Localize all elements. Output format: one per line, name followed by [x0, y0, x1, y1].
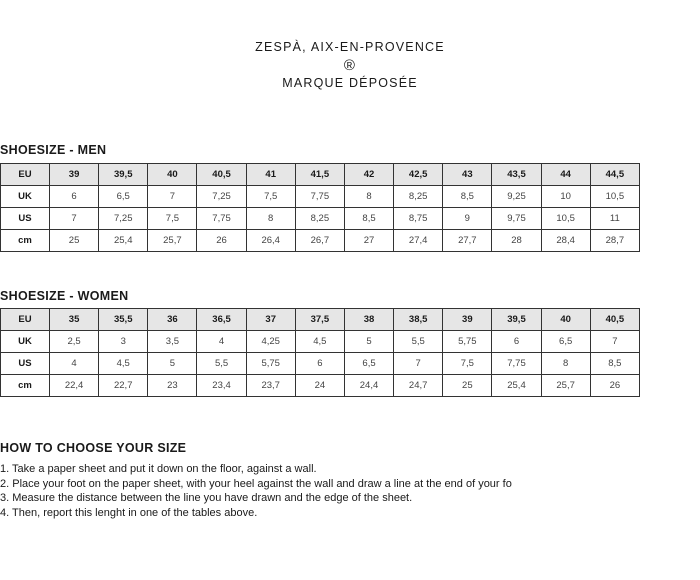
table-cell: 41 — [246, 164, 295, 186]
table-cell: 38,5 — [394, 309, 443, 331]
table-cell: 4 — [197, 331, 246, 353]
table-cell: 27,4 — [394, 230, 443, 252]
row-label: UK — [1, 331, 50, 353]
table-cell: 7,75 — [197, 208, 246, 230]
table-cell: 7 — [394, 353, 443, 375]
table-cell: 23 — [148, 375, 197, 397]
table-cell: 44,5 — [590, 164, 639, 186]
table-cell: 3,5 — [148, 331, 197, 353]
women-size-table — [0, 308, 640, 397]
table-cell: 40 — [541, 309, 590, 331]
men-size-title: SHOESIZE - MEN — [0, 143, 107, 157]
registered-symbol: ® — [343, 57, 357, 74]
table-cell: 3 — [99, 331, 148, 353]
table-cell: 6,5 — [541, 331, 590, 353]
table-cell: 26,4 — [246, 230, 295, 252]
row-label: US — [1, 208, 50, 230]
table-cell: 6 — [492, 331, 541, 353]
row-label: EU — [1, 309, 50, 331]
table-cell: 8,5 — [443, 186, 492, 208]
table-cell: 6,5 — [99, 186, 148, 208]
table-cell: 39 — [443, 309, 492, 331]
howto-steps-list — [0, 462, 512, 520]
table-cell: 4,5 — [295, 331, 344, 353]
table-cell: 43 — [443, 164, 492, 186]
howto-title: HOW TO CHOOSE YOUR SIZE — [0, 441, 187, 455]
row-label: cm — [1, 375, 50, 397]
table-cell: 40,5 — [590, 309, 639, 331]
table-cell: 27,7 — [443, 230, 492, 252]
table-cell: 35,5 — [99, 309, 148, 331]
brand-header — [0, 38, 700, 93]
table-cell: 9,25 — [492, 186, 541, 208]
table-cell: 36,5 — [197, 309, 246, 331]
table-cell: 25,7 — [541, 375, 590, 397]
table-cell: 39 — [50, 164, 99, 186]
table-row — [1, 186, 640, 208]
table-cell: 28,4 — [541, 230, 590, 252]
table-cell: 9 — [443, 208, 492, 230]
table-cell: 5,5 — [394, 331, 443, 353]
table-cell: 4,5 — [99, 353, 148, 375]
table-cell: 10,5 — [590, 186, 639, 208]
table-cell: 39,5 — [99, 164, 148, 186]
howto-step: 4. Then, report this lenght in one of the tables above. — [0, 506, 258, 519]
table-cell: 38 — [344, 309, 393, 331]
women-size-title: SHOESIZE - WOMEN — [0, 289, 129, 303]
table-cell: 10,5 — [541, 208, 590, 230]
table-cell: 24,4 — [344, 375, 393, 397]
table-cell: 7,5 — [148, 208, 197, 230]
table-cell: 7,75 — [295, 186, 344, 208]
table-cell: 25 — [50, 230, 99, 252]
table-cell: 7,25 — [197, 186, 246, 208]
table-row — [1, 353, 640, 375]
table-cell: 4 — [50, 353, 99, 375]
table-cell: 42,5 — [394, 164, 443, 186]
table-cell: 8 — [246, 208, 295, 230]
table-cell: 8 — [344, 186, 393, 208]
table-cell: 44 — [541, 164, 590, 186]
table-cell: 25,4 — [99, 230, 148, 252]
table-row — [1, 331, 640, 353]
table-cell: 28 — [492, 230, 541, 252]
table-cell: 8,25 — [394, 186, 443, 208]
table-cell: 23,4 — [197, 375, 246, 397]
table-cell: 35 — [50, 309, 99, 331]
table-cell: 28,7 — [590, 230, 639, 252]
table-cell: 40 — [148, 164, 197, 186]
table-cell: 7,5 — [443, 353, 492, 375]
table-cell: 11 — [590, 208, 639, 230]
table-cell: 2,5 — [50, 331, 99, 353]
table-cell: 6 — [295, 353, 344, 375]
table-cell: 41,5 — [295, 164, 344, 186]
table-cell: 10 — [541, 186, 590, 208]
table-cell: 24,7 — [394, 375, 443, 397]
row-label: UK — [1, 186, 50, 208]
table-cell: 5,75 — [246, 353, 295, 375]
table-cell: 24 — [295, 375, 344, 397]
table-cell: 7 — [590, 331, 639, 353]
table-cell: 25 — [443, 375, 492, 397]
table-cell: 8,25 — [295, 208, 344, 230]
table-cell: 40,5 — [197, 164, 246, 186]
table-cell: 26,7 — [295, 230, 344, 252]
table-cell: 5,75 — [443, 331, 492, 353]
table-cell: 22,4 — [50, 375, 99, 397]
table-cell: 27 — [344, 230, 393, 252]
table-cell: 7,5 — [246, 186, 295, 208]
table-cell: 7,75 — [492, 353, 541, 375]
table-row — [1, 309, 640, 331]
table-cell: 9,75 — [492, 208, 541, 230]
table-cell: 7 — [148, 186, 197, 208]
brand-name: ZESPÀ, AIX-EN-PROVENCE — [255, 40, 445, 54]
table-cell: 36 — [148, 309, 197, 331]
table-cell: 43,5 — [492, 164, 541, 186]
table-row — [1, 375, 640, 397]
table-cell: 39,5 — [492, 309, 541, 331]
table-cell: 37 — [246, 309, 295, 331]
howto-step: 1. Take a paper sheet and put it down on the floor, against a wall. — [0, 463, 317, 475]
men-size-table — [0, 163, 640, 252]
table-cell: 25,4 — [492, 375, 541, 397]
table-cell: 8,75 — [394, 208, 443, 230]
howto-step: 3. Measure the distance between the line you have drawn and the edge of the sheet. — [0, 492, 413, 505]
table-cell: 8 — [541, 353, 590, 375]
row-label: cm — [1, 230, 50, 252]
howto-step: 2. Place your foot on the paper sheet, with your heel against the wall and draw a line at the end of your fo — [0, 477, 512, 490]
table-cell: 42 — [344, 164, 393, 186]
table-cell: 4,25 — [246, 331, 295, 353]
row-label: EU — [1, 164, 50, 186]
table-cell: 5 — [148, 353, 197, 375]
table-row — [1, 230, 640, 252]
table-row — [1, 164, 640, 186]
table-row — [1, 208, 640, 230]
table-cell: 8,5 — [344, 208, 393, 230]
table-cell: 5 — [344, 331, 393, 353]
table-cell: 26 — [590, 375, 639, 397]
table-cell: 6 — [50, 186, 99, 208]
table-cell: 7,25 — [99, 208, 148, 230]
table-cell: 37,5 — [295, 309, 344, 331]
table-cell: 26 — [197, 230, 246, 252]
table-cell: 23,7 — [246, 375, 295, 397]
table-cell: 7 — [50, 208, 99, 230]
row-label: US — [1, 353, 50, 375]
table-cell: 5,5 — [197, 353, 246, 375]
table-cell: 8,5 — [590, 353, 639, 375]
table-cell: 25,7 — [148, 230, 197, 252]
brand-tagline: MARQUE DÉPOSÉE — [282, 76, 418, 90]
table-cell: 6,5 — [344, 353, 393, 375]
table-cell: 22,7 — [99, 375, 148, 397]
